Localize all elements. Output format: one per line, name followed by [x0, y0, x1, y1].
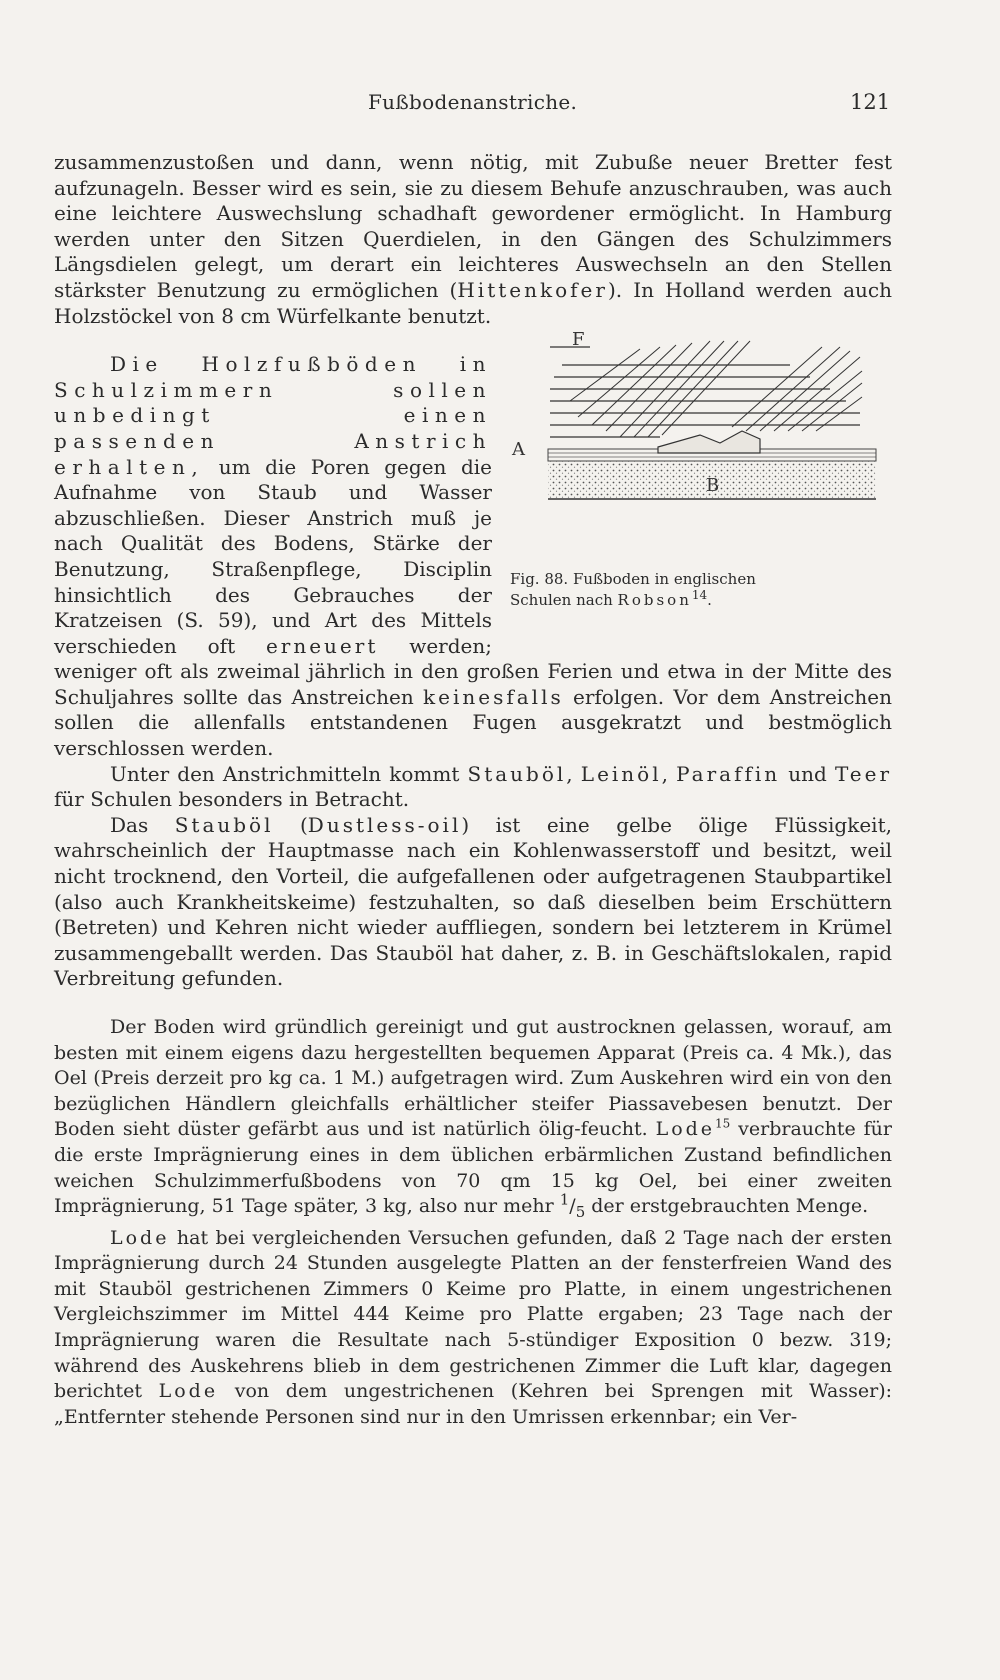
label-a: A [512, 439, 525, 461]
running-title: Fußbodenanstriche. [368, 90, 578, 114]
figure-88 [510, 331, 896, 649]
paragraph-small: Lode hat bei vergleichenden Versuchen gefunden, daß 2 Tage nach der ersten Imprägnierung durch 24 Stunden ausgelegte Platten an der fensterfreien Wand des mit Stauböl gestrichenen Zimmers 0 Keime pro Platte, in einem ungestrichenen Vergleichszimmer im Mittel 444 Keime pro Platte ergaben; 23 Tage nach der Imprägnierung waren die Resultate nach 5-stündiger Exposition 0 bezw. 319; während des Auskehrens blieb in dem gestrichenen Zimmer die Luft klar, dagegen berichtet Lode von dem ungestrichenen (Kehren bei Sprengen mit Wasser): „Entfernter stehende Personen sind nur in den Umrissen erkennbar; ein Ver- [54, 1226, 893, 1428]
caption-author: Robson [617, 591, 692, 610]
paragraph: Die Holzfußböden in Schulzimmern sollen unbedingt einen passenden Anstrich erhalten, um die Poren gegen die Aufnahme von Staub und Wasser abzuschließen. Dieser Anstrich muß je nach Qualität des Bodens, Stärke der Benutzung, Straßenpflege, Disciplin hinsichtlich des Gebrauches der Kratzeisen (S. 59), und Art des Mittels verschieden oft erneuert werden; weniger oft als zweimal jährlich in den großen Ferien und etwa in der Mitte des Schuljahres sollte das Anstreichen keinesfalls erfolgen. Vor dem Anstreichen sollen die allenfalls entstandenen Fugen ausgekratzt und bestmöglich verschlossen werden. [54, 352, 892, 761]
paragraph-small: Der Boden wird gründlich gereinigt und gut austrocknen gelassen, worauf, am besten mit einem eigens dazu hergestellten bequemen Apparat (Preis ca. 4 Mk.), das Oel (Preis derzeit pro kg ca. 1 M.) aufgetragen wird. Zum Auskehren wird ein von den bezüglichen Händlern gleichfalls erhältlicher steifer Piassavebesen benutzt. Der Boden sieht düster gefärbt aus und ist natürlich ölig-feucht. Lode$^{15}$ verbrauchte für die erste Imprägnierung eines in dem üblichen erbärmlichen Zustand befindlichen weichen Schulzimmerfußbodens von 70 qm 15 kg Oel, bei einer zweiten Imprägnierung, 51 Tage später, 3 kg, also nur mehr $^1/_5$ der erstgebrauchten Menge. [54, 1016, 892, 1221]
figure-caption: Fig. 88. Fußboden in englischen Schulen nach Robson$^{14}$. [510, 570, 756, 610]
paragraph: Das Stauböl (Dustless-oil) ist eine gelbe ölige Flüssigkeit, wahrscheinlich der Hauptmasse nach ein Kohlenwasserstoff und besitzt, weil nicht trocknend, den Vorteil, die aufgefallenen oder aufgetragenen Staubpartikel (also auch Krankheitskeime) festzuhalten, so daß dieselben beim Erschüttern (Betreten) und Kehren nicht wieder auffliegen, sondern bei letzterem in Krümel zusammengeballt werden. Das Stauböl hat daher, z. B. in Geschäftslokalen, rapid Verbreitung gefunden. [54, 812, 892, 991]
main-text [54, 150, 892, 1430]
paragraph: Unter den Anstrichmitteln kommt Stauböl, Leinöl, Paraffin und Teer für Schulen besonders in Betracht. [54, 761, 893, 812]
page-number: 121 [850, 90, 891, 114]
author-name: Hittenkofer [457, 277, 608, 302]
label-b: B [706, 475, 720, 497]
label-f: F [572, 331, 585, 351]
floor-cross-section-diagram [510, 331, 896, 563]
emphasized-text: Die Holzfußböden in Schulzimmern sollen unbedingt einen passenden Anstrich erhalten, [54, 352, 492, 479]
paragraph: zusammenzustoßen und dann, wenn nötig, mit Zubuße neuer Bretter fest aufzunageln. Besser wird es sein, sie zu diesem Behufe anzuschrauben, was auch eine leichtere Auswechslung schadhaft gewordener ermöglicht. In Hamburg werden unter den Sitzen Querdielen, in den Gängen des Schulzimmers Längsdielen gelegt, um derart ein leichteres Auswechseln an den Stellen stärkster Benutzung zu ermöglichen (Hittenkofer). In Holland werden auch Holzstöckel von 8 cm Würfelkante benutzt. [54, 150, 892, 328]
running-header [0, 90, 1000, 120]
